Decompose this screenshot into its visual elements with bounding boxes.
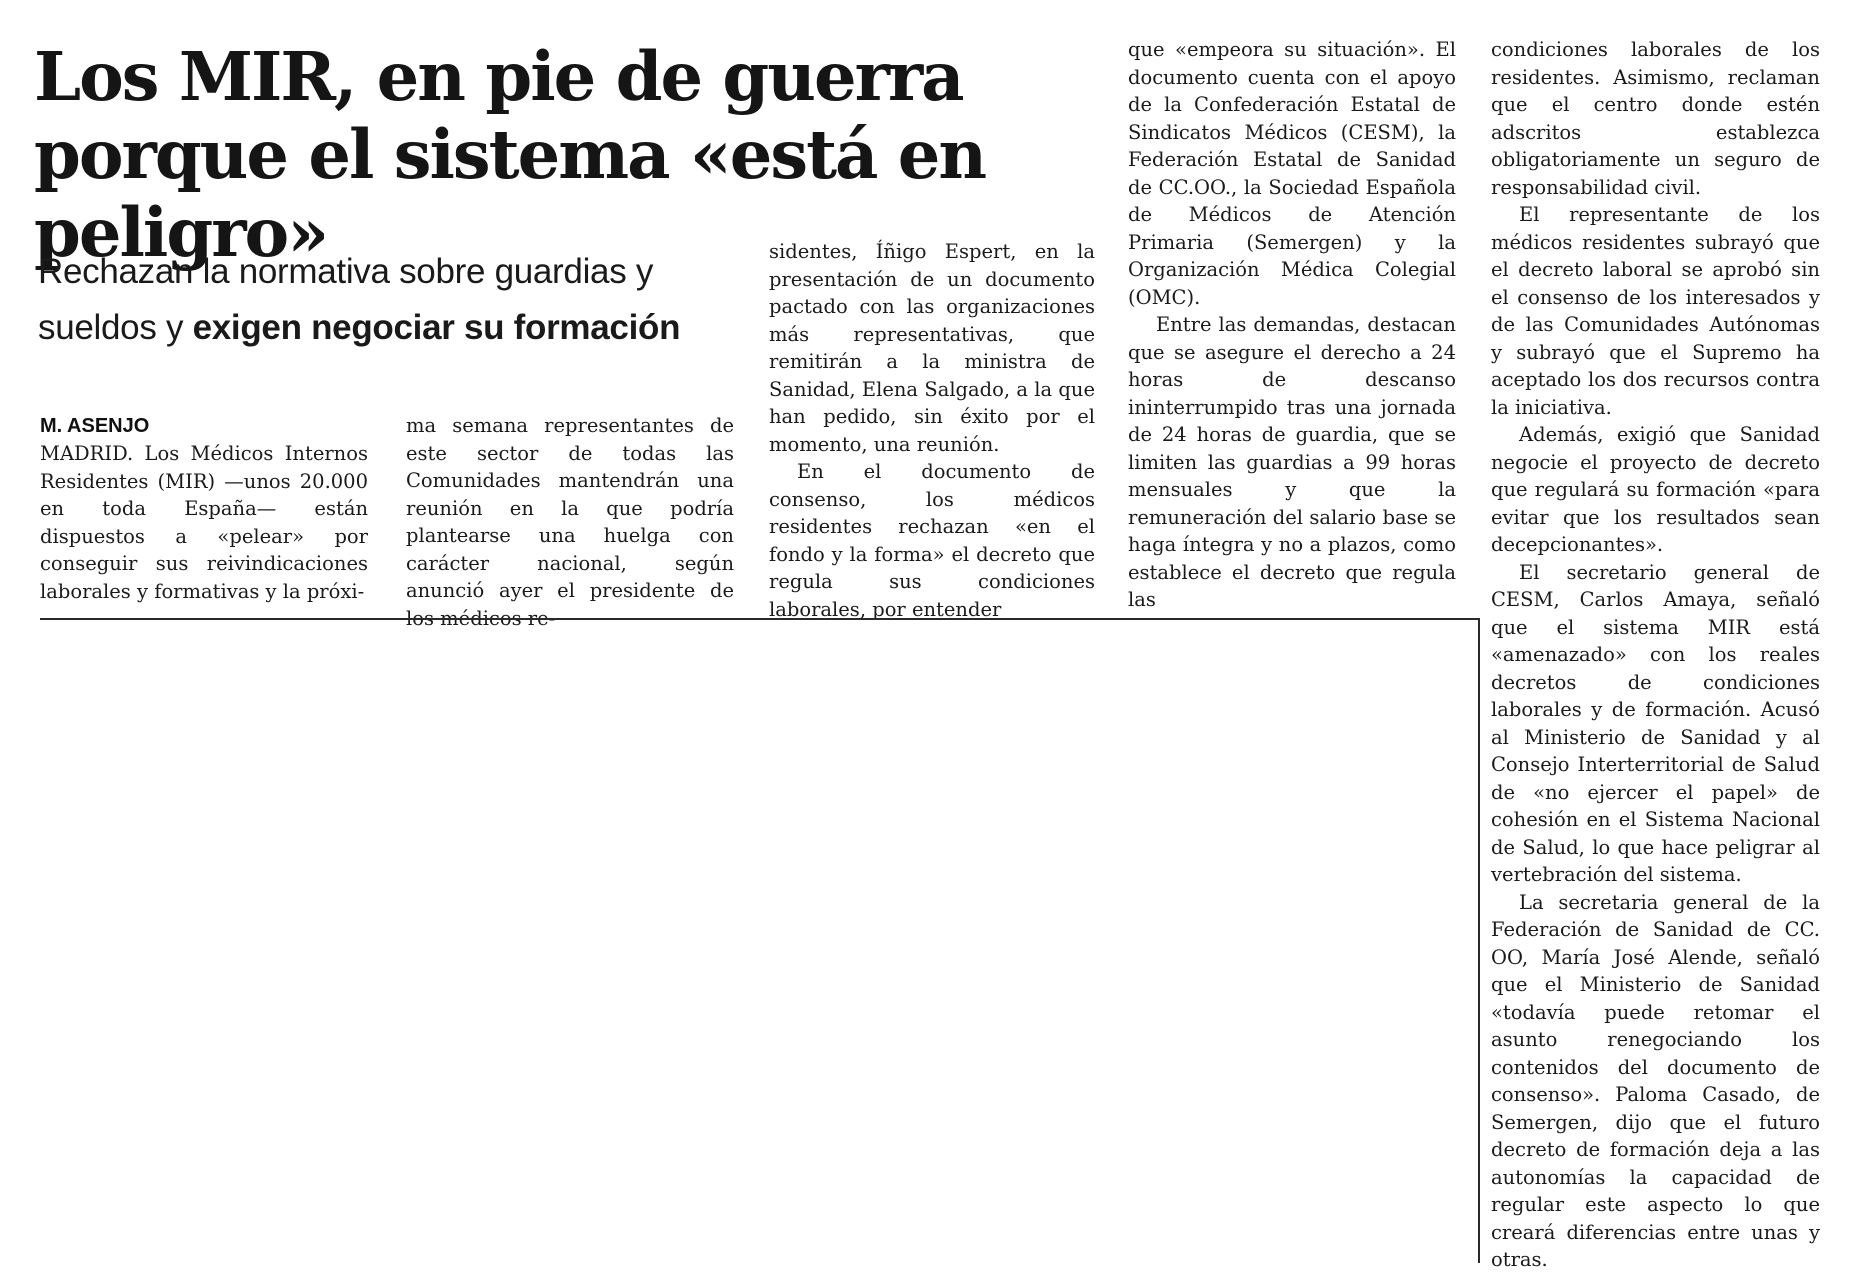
paragraph: Entre las demandas, destacan que se asegure el derecho a 24 horas de descanso ininterrumpido tras una jornada de 24 horas de guardia, que se limiten las guardias a 99 horas mensuales y que la remuneración del salario base se haga íntegra y no a plazos, como establece el decreto que regula las [1128, 313, 1456, 611]
paragraph: sidentes, Íñigo Espert, en la presentación de un documento pactado con las organizaciones más representativas, que remitirán a la ministra de Sanidad, Elena Salgado, a la que han pedido, sin éxito por el momento, una reunión. [769, 240, 1095, 456]
paragraph: que «empeora su situación». El documento cuenta con el apoyo de la Confederación Estatal de Sindicatos Médicos (CESM), la Federación Estatal de Sanidad de CC.OO., la Sociedad Española de Médicos de Atención Primaria (Semergen) y la Organización Médica Colegial (OMC). [1128, 38, 1456, 309]
paragraph: El representante de los médicos residentes subrayó que el decreto laboral se aprobó sin el consenso de los interesados y de las Comunidades Autónomas y subrayó que el Supremo ha aceptado los dos recursos contra la iniciativa. [1491, 203, 1820, 419]
paragraph: El secretario general de CESM, Carlos Amaya, señaló que el sistema MIR está «amenazado» con los reales decretos de condiciones laborales y de formación. Acusó al Ministerio de Sanidad y al Consejo Interterritorial de Salud de «no ejercer el papel» de cohesión en el Sistema Nacional de Salud, lo que hace peligrar al vertebración del sistema. [1491, 560, 1820, 886]
body-column-1 [40, 440, 368, 605]
paragraph: MADRID. Los Médicos Internos Residentes (MIR) —unos 20.000 en toda España— están dispuestos a «pelear» por conseguir sus reivindicaciones laborales y formativas y la próxi- [40, 442, 368, 603]
vertical-rule [1478, 618, 1480, 1263]
subheadline [38, 244, 738, 356]
subheadline-bold: exigen negociar su formación [192, 308, 681, 347]
paragraph: ma semana representantes de este sector de todas las Comunidades mantendrán una reunión en la que podría plantearse una huelga con carácter nacional, según anunció ayer el presidente de los médicos re- [406, 414, 734, 630]
paragraph: Además, exigió que Sanidad negocie el proyecto de decreto que regulará su formación «para evitar que los resultados sean decepcionantes». [1491, 423, 1820, 556]
byline: M. ASENJO [40, 415, 150, 437]
body-column-2 [406, 412, 734, 632]
subheadline-regular: Rechazan la normativa sobre guardias y sueldos y [38, 252, 654, 347]
body-column-3 [769, 238, 1095, 623]
paragraph: La secretaria general de la Federación de Sanidad de CC. OO, María José Alende, señaló que el Ministerio de Sanidad «todavía puede retomar el asunto renegociando los contenidos del documento de consenso». Paloma Casado, de Semergen, dijo que el futuro decreto de formación deja a las autonomías la capacidad de regular este aspecto lo que creará diferencias entre unas y otras. [1491, 890, 1820, 1271]
paragraph: En el documento de consenso, los médicos residentes rechazan «en el fondo y la forma» el decreto que regula sus condiciones laborales, por entender [769, 460, 1095, 621]
body-column-5 [1491, 36, 1820, 1274]
horizontal-rule [40, 618, 1480, 620]
paragraph: condiciones laborales de los residentes. Asimismo, reclaman que el centro donde estén adscritos establezca obligatoriamente un seguro de responsabilidad civil. [1491, 38, 1820, 199]
headline: Los MIR, en pie de guerra porque el sistema «está en peligro» [34, 37, 986, 272]
body-column-4 [1128, 36, 1456, 614]
